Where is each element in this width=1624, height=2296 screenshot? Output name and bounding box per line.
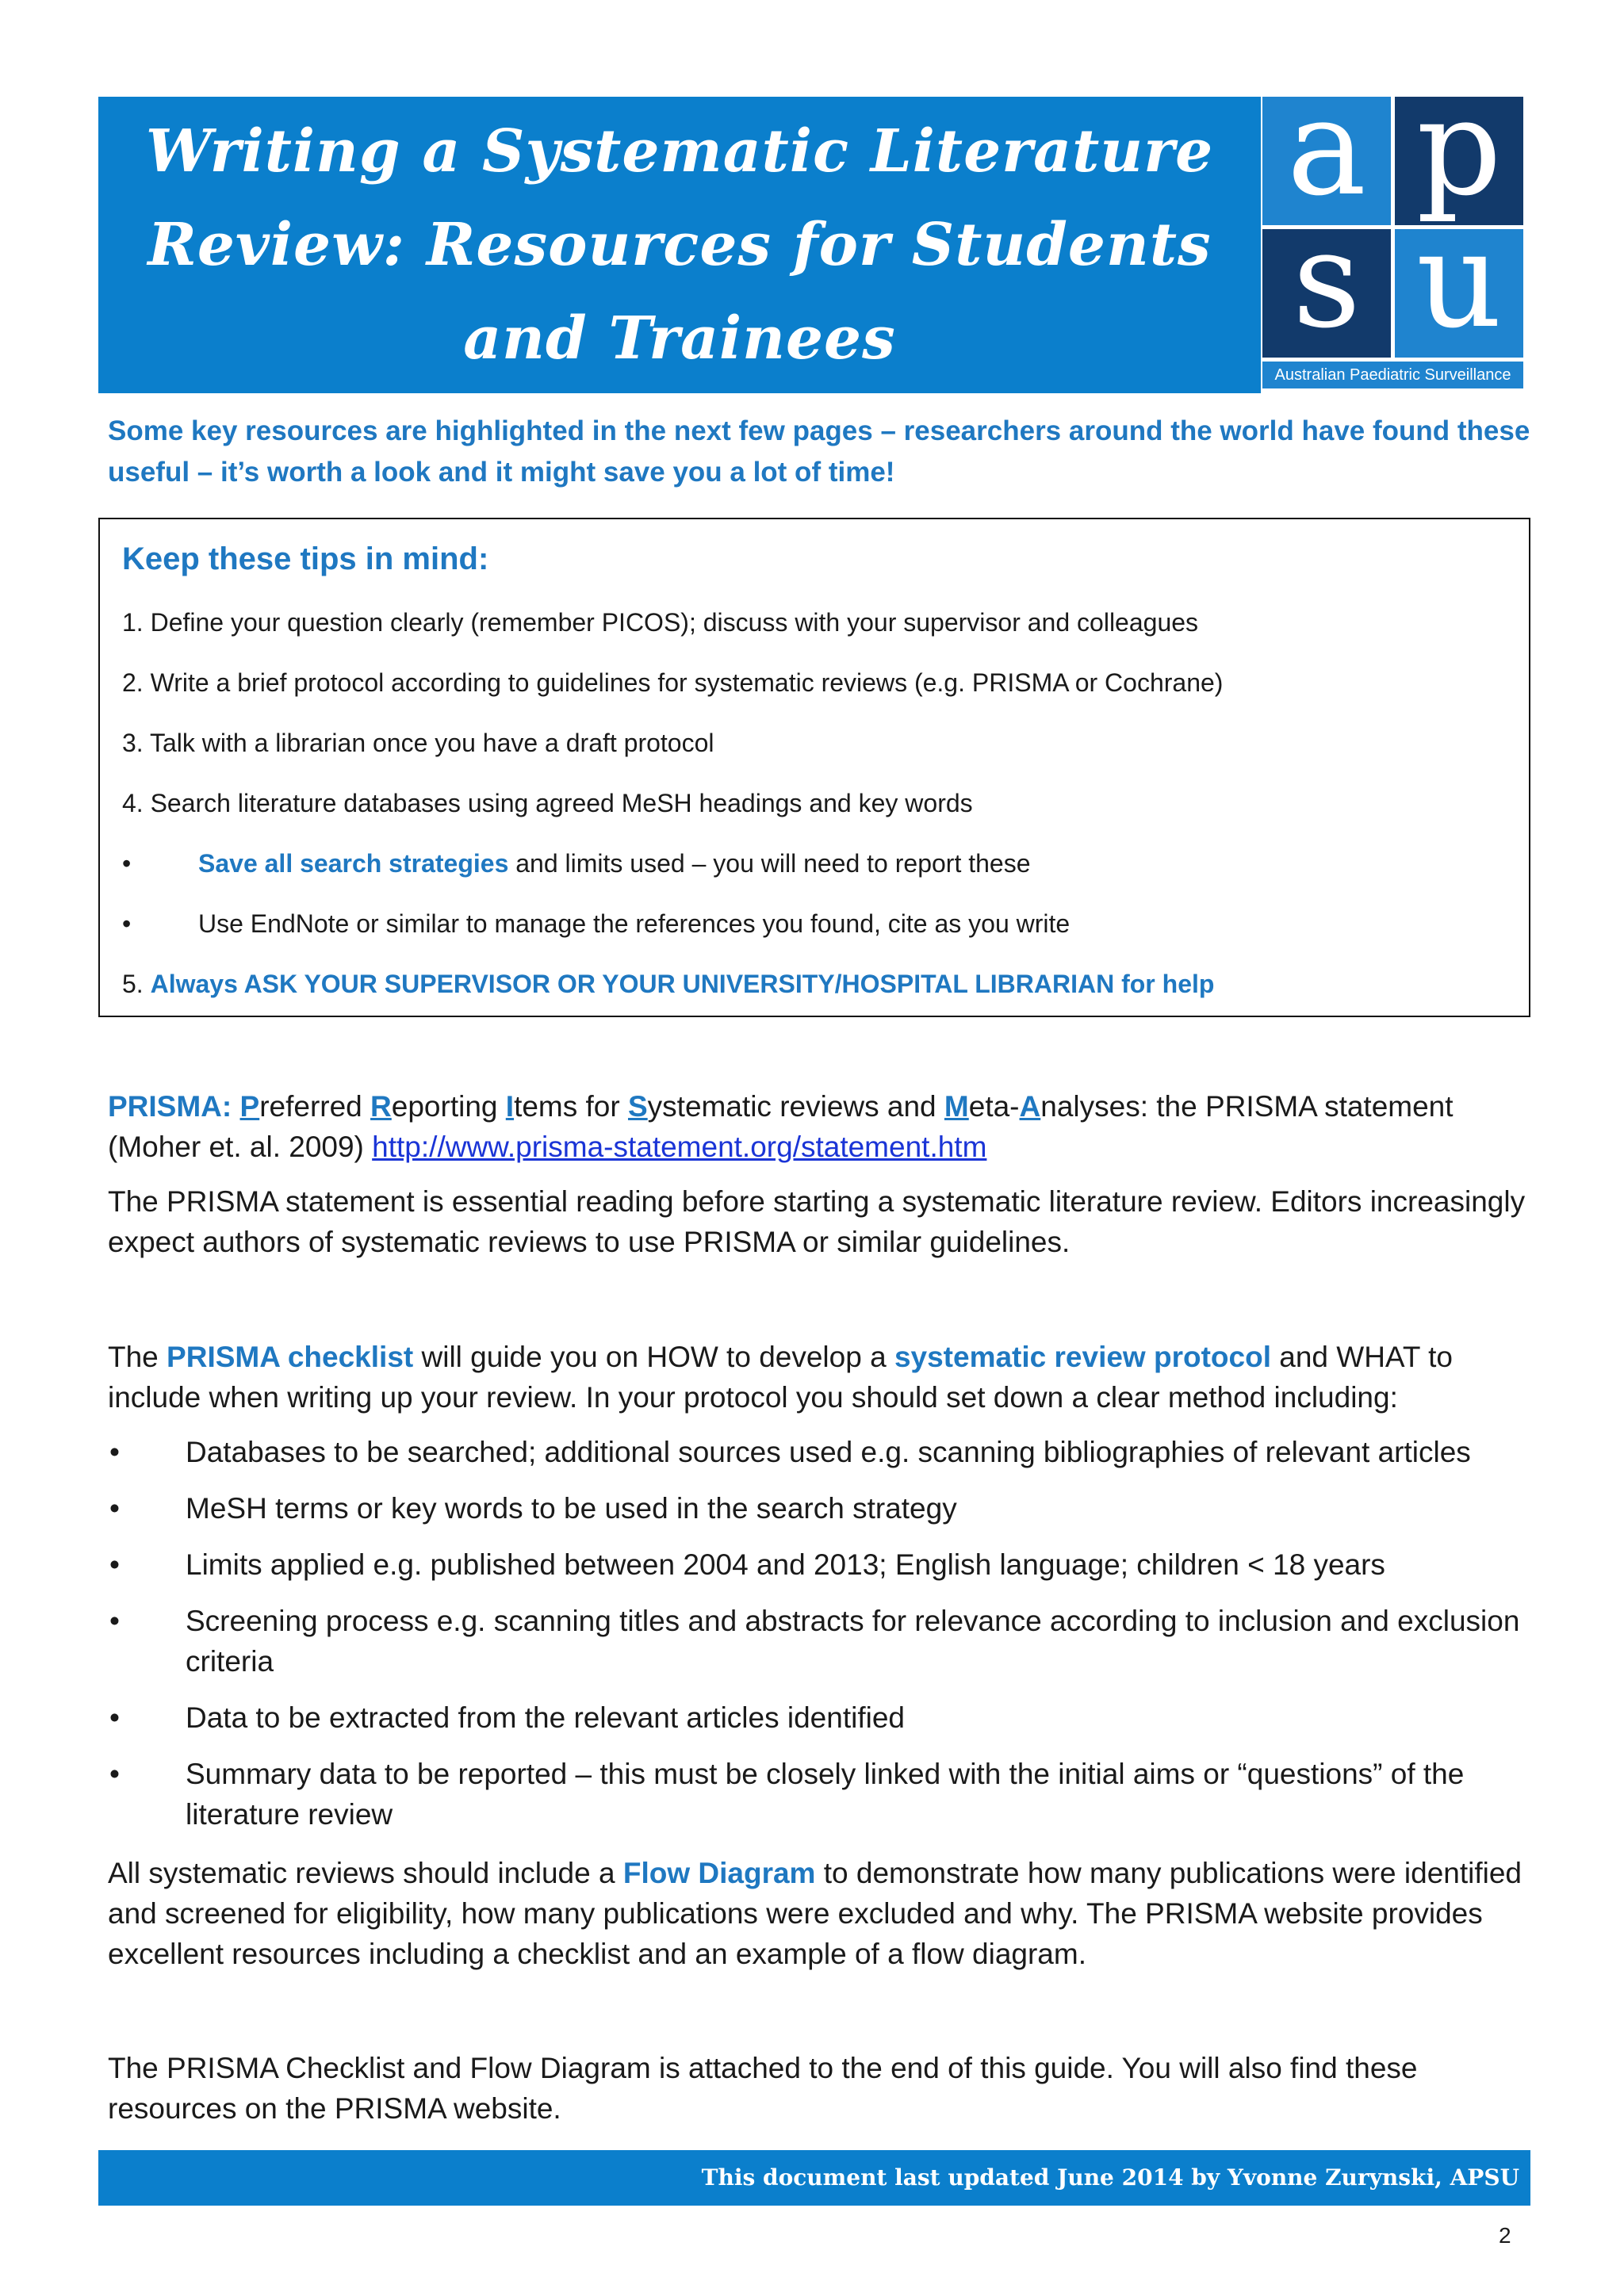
flow-diagram-paragraph <box>108 1853 1527 1974</box>
logo-letter-p: p <box>1395 97 1523 225</box>
logo-letter-s: s <box>1262 229 1391 358</box>
tip-bullet-1 <box>122 846 1502 881</box>
prisma-letter-r: R <box>370 1090 392 1123</box>
tip-item-5-highlight: Always ASK YOUR SUPERVISOR OR YOUR UNIVERSITY/HOSPITAL LIBRARIAN for help <box>150 970 1215 998</box>
bullet-dot-icon: • <box>122 849 132 878</box>
checklist-text: and WHAT to include when writing up your review. In your protocol you should set down a clear method including: <box>108 1341 1453 1414</box>
list-item: • Screening process e.g. scanning titles and abstracts for relevance according to inclusion and exclusion criteria <box>108 1601 1527 1682</box>
tip-item-1: 1. Define your question clearly (remember PICOS); discuss with your supervisor and colleagues <box>122 608 1199 637</box>
title-line-3: and Trainees <box>463 304 896 373</box>
tip-bullet-2-text: Use EndNote or similar to manage the references you found, cite as you write <box>198 909 1071 938</box>
prisma-word-rest: tems for <box>514 1090 628 1123</box>
tip-bullet-1-highlight: Save all search strategies <box>198 849 509 878</box>
prisma-word-rest: nalyses: the PRISMA statement <box>1040 1090 1454 1123</box>
tip-bullet-1-rest: and limits used – you will need to report these <box>508 849 1031 878</box>
flow-diagram-highlight: Flow Diagram <box>622 1857 816 1889</box>
checklist-intro <box>108 1337 1527 1418</box>
checklist-text: will guide you on HOW to develop a <box>413 1341 894 1373</box>
header-banner <box>98 97 1261 393</box>
checklist-text: The <box>108 1341 167 1373</box>
prisma-word-rest: ystematic reviews and <box>647 1090 944 1123</box>
prisma-word-rest: referred <box>259 1090 371 1123</box>
prisma-letter-s: S <box>627 1090 648 1123</box>
flow-text: to demonstrate how many publications were identified and screened for eligibility, how many publications were excluded and why. The PRISMA website provides excellent resources including a checklist and an example of a flow diagram. <box>108 1857 1522 1970</box>
prisma-letter-a: A <box>1019 1090 1041 1123</box>
bullet-dot-icon: • <box>122 909 132 938</box>
page-number: 2 <box>1499 2223 1511 2248</box>
protocol-highlight: systematic review protocol <box>894 1341 1271 1373</box>
footer-bar: This document last updated June 2014 by Yvonne Zurynski, APSU <box>98 2150 1530 2206</box>
tips-box <box>98 518 1530 1017</box>
prisma-definition <box>108 1086 1527 1167</box>
document-title <box>114 105 1245 385</box>
prisma-letter-m: M <box>944 1090 969 1123</box>
list-item: • Summary data to be reported – this must be closely linked with the initial aims or “questions” of the literature review <box>108 1754 1527 1835</box>
logo-caption: Australian Paediatric Surveillance Unit <box>1262 362 1523 388</box>
prisma-word-rest: eta- <box>968 1090 1020 1123</box>
list-item: • Databases to be searched; additional sources used e.g. scanning bibliographies of relevant articles <box>108 1432 1527 1472</box>
prisma-letter-i: I <box>505 1090 515 1123</box>
prisma-letter-p: P <box>239 1090 260 1123</box>
intro-text: Some key resources are highlighted in the next few pages – researchers around the world have found these useful – it’s worth a look and it might save you a lot of time! <box>108 415 1530 488</box>
logo-letter-a: a <box>1262 97 1391 225</box>
title-line-1: Writing a Systematic Literature <box>145 117 1214 186</box>
tip-item-5 <box>122 966 1502 1001</box>
title-line-2: Review: Resources for Students <box>147 211 1212 279</box>
method-list <box>108 1432 1527 1850</box>
tip-item-2: 2. Write a brief protocol according to guidelines for systematic reviews (e.g. PRISMA or Cochrane) <box>122 668 1224 697</box>
tips-heading: Keep these tips in mind: <box>122 541 489 576</box>
list-item: • MeSH terms or key words to be used in the search strategy <box>108 1488 1527 1529</box>
prisma-essential-text: The PRISMA statement is essential reading before starting a systematic literature review. Editors increasingly expect authors of systematic reviews to use PRISMA or similar guidelines. <box>108 1185 1526 1258</box>
logo-letter-u: u <box>1395 229 1523 358</box>
prisma-label: PRISMA: <box>108 1090 232 1123</box>
tip-bullet-2 <box>122 906 1502 941</box>
list-item: • Limits applied e.g. published between 2004 and 2013; English language; children < 18 years <box>108 1544 1527 1585</box>
tip-item-4: 4. Search literature databases using agreed MeSH headings and key words <box>122 789 973 817</box>
attached-paragraph: The PRISMA Checklist and Flow Diagram is attached to the end of this guide. You will also find these resources on the PRISMA website. <box>108 2052 1418 2125</box>
flow-text: All systematic reviews should include a <box>108 1857 623 1889</box>
list-item: • Data to be extracted from the relevant articles identified <box>108 1697 1527 1738</box>
apsu-logo <box>1262 70 1533 411</box>
prisma-word-rest: eporting <box>391 1090 506 1123</box>
tip-item-5-prefix: 5. <box>122 970 151 998</box>
prisma-checklist-highlight: PRISMA checklist <box>167 1341 414 1373</box>
prisma-citation: (Moher et. al. 2009) <box>108 1131 373 1163</box>
prisma-statement-link[interactable]: http://www.prisma-statement.org/statement.htm <box>372 1131 987 1163</box>
tip-item-3: 3. Talk with a librarian once you have a draft protocol <box>122 729 714 757</box>
